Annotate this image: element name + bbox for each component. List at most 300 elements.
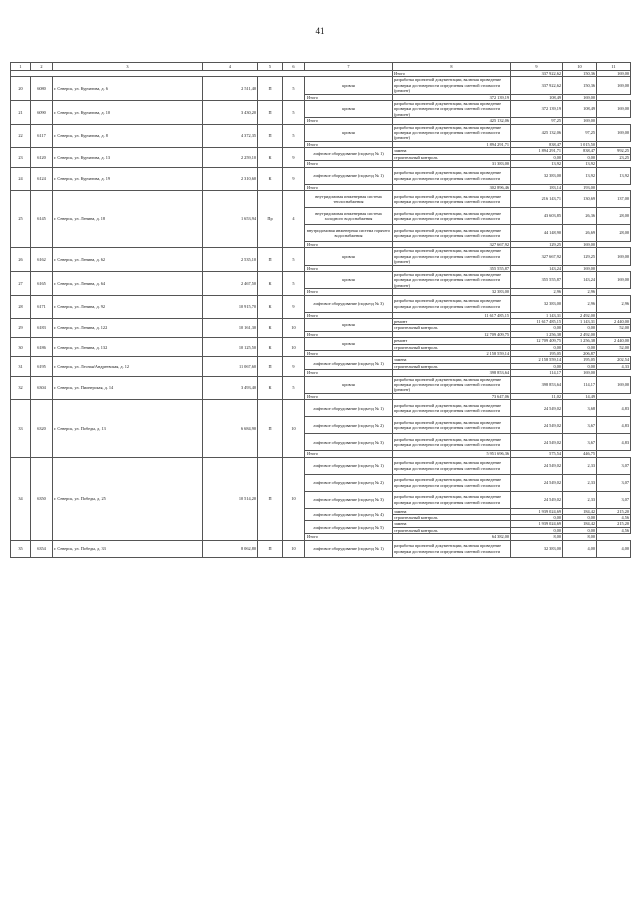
work-element: кровля bbox=[305, 124, 393, 141]
wall-material: П bbox=[258, 357, 283, 376]
table-row bbox=[11, 457, 631, 474]
limit-value: 215,20 bbox=[597, 521, 631, 527]
unit-cost-value: 108,49 bbox=[563, 101, 597, 118]
unit-cost-value: 575,54 bbox=[511, 451, 563, 457]
cost-value: 12 709 409,75 bbox=[393, 331, 511, 337]
cost-value: 44 148,90 bbox=[511, 224, 563, 241]
wall-material: П bbox=[258, 457, 283, 540]
total-label: Итого bbox=[305, 241, 393, 247]
table-body bbox=[11, 63, 631, 558]
work-type: строительный контроль bbox=[393, 154, 511, 160]
cost-value: 0,00 bbox=[511, 515, 563, 521]
total-area: 2 467,50 bbox=[203, 271, 258, 295]
limit-value: 2 440,00 bbox=[597, 318, 631, 324]
floors: 10 bbox=[283, 457, 305, 540]
limit-value: 2,96 bbox=[597, 295, 631, 312]
work-type: строительный контроль bbox=[393, 363, 511, 369]
limit-value: 169,00 bbox=[597, 71, 631, 77]
cost-value: 0,00 bbox=[511, 344, 563, 350]
column-number: 3 bbox=[53, 63, 203, 71]
unit-cost-value: 4,00 bbox=[563, 540, 597, 557]
cost-value: 11 617 485,15 bbox=[511, 318, 563, 324]
address: г. Северск, ул. Ленина, д. 18 bbox=[53, 190, 203, 247]
work-element: внутридомовая инженерная система холодного водоснабжения bbox=[305, 207, 393, 224]
unit-cost-value: 3,67 bbox=[563, 434, 597, 451]
work-type: разработка проектной документации, включая проведение проверки достоверности определения сметной стоимости bbox=[393, 434, 511, 451]
house-code: 6354 bbox=[31, 540, 53, 557]
address: г. Северск, ул. Победы, д. 13 bbox=[53, 400, 203, 457]
limit-value: 2,96 bbox=[563, 289, 597, 295]
cost-value: 11 617 485,15 bbox=[393, 312, 511, 318]
cost-value: 372 139,19 bbox=[393, 94, 511, 100]
cost-value: 32 383,00 bbox=[511, 540, 563, 557]
total-area: 3 493,40 bbox=[203, 376, 258, 400]
work-type: ремонт bbox=[393, 338, 511, 344]
cost-value: 2 158 559,14 bbox=[393, 351, 511, 357]
work-type: разработка проектной документации, включая проведение проверки достоверности определения сметной стоимости bbox=[393, 474, 511, 491]
address: г. Северск, ул. Курчатова, д. 8 bbox=[53, 124, 203, 148]
house-code: 6124 bbox=[31, 167, 53, 190]
work-element: внутридомовая инженерная система теплоснабжения bbox=[305, 190, 393, 207]
row-number: 28 bbox=[11, 295, 31, 318]
unit-cost-value: 1 256,38 bbox=[563, 338, 597, 344]
column-number: 6 bbox=[283, 63, 305, 71]
limit-value: 4,56 bbox=[597, 527, 631, 533]
work-type: строительный контроль bbox=[393, 527, 511, 533]
floors: 9 bbox=[283, 148, 305, 167]
work-type: разработка проектной документации, включая проведение проверки достоверности определения сметной стоимости (ремонт) bbox=[393, 248, 511, 265]
limit-value: 202,54 bbox=[597, 357, 631, 363]
wall-material: П bbox=[258, 248, 283, 272]
cost-value: 216 143,71 bbox=[511, 190, 563, 207]
table-row bbox=[11, 295, 631, 312]
column-number: 4 bbox=[203, 63, 258, 71]
work-element: лифтовое оборудование (подъезд № 1) bbox=[305, 540, 393, 557]
work-type: разработка проектной документации, включая проведение проверки достоверности определения сметной стоимости bbox=[393, 400, 511, 417]
unit-cost-value: 3,68 bbox=[563, 400, 597, 417]
wall-material: К bbox=[258, 167, 283, 190]
limit-value: 169,00 bbox=[563, 241, 597, 247]
table-row bbox=[11, 167, 631, 184]
cost-value: 32 383,00 bbox=[393, 289, 511, 295]
work-element: лифтовое оборудование (подъезд № 3) bbox=[305, 434, 393, 451]
floors: 5 bbox=[283, 77, 305, 101]
table-row bbox=[11, 400, 631, 417]
unit-cost-value: 184,42 bbox=[563, 521, 597, 527]
address: г. Северск, ул. Ленина, д. 122 bbox=[53, 318, 203, 337]
limit-value: 4,83 bbox=[597, 400, 631, 417]
total-label: Итого bbox=[393, 71, 511, 77]
house-code: 6165 bbox=[31, 271, 53, 295]
wall-material: П bbox=[258, 101, 283, 125]
limit-value: 206,87 bbox=[563, 351, 597, 357]
total-label: Итого bbox=[305, 393, 393, 399]
work-element: лифтовое оборудование (подъезд № 2) bbox=[305, 474, 393, 491]
total-label: Итого bbox=[305, 94, 393, 100]
limit-value: 169,00 bbox=[563, 265, 597, 271]
limit-value: 169,00 bbox=[597, 101, 631, 118]
cost-value: 0,00 bbox=[511, 325, 563, 331]
floors: 10 bbox=[283, 318, 305, 337]
cost-value: 73 647,06 bbox=[393, 393, 511, 399]
work-type: разработка проектной документации, включая проведение проверки достоверности определения сметной стоимости (ремонт) bbox=[393, 271, 511, 288]
unit-cost-value: 129,25 bbox=[511, 241, 563, 247]
unit-cost-value: 184,42 bbox=[563, 508, 597, 514]
limit-value: 169,00 bbox=[597, 271, 631, 288]
total-area: 6 684,90 bbox=[203, 400, 258, 457]
wall-material: П bbox=[258, 77, 283, 101]
address: г. Северск, ул. Пионерская, д. 14 bbox=[53, 376, 203, 400]
wall-material: К bbox=[258, 318, 283, 337]
column-number: 8 bbox=[393, 63, 511, 71]
cost-value: 24 549,02 bbox=[511, 474, 563, 491]
house-code: 6117 bbox=[31, 124, 53, 148]
limit-value: 13,92 bbox=[563, 161, 597, 167]
limit-value: 169,00 bbox=[563, 118, 597, 124]
unit-cost-value: 838,47 bbox=[511, 141, 563, 147]
total-area: 2 511,40 bbox=[203, 77, 258, 101]
work-type: разработка проектной документации, включая проведение проверки достоверности определения сметной стоимости bbox=[393, 167, 511, 184]
total-area: 3 430,20 bbox=[203, 101, 258, 125]
unit-cost-value: 838,47 bbox=[563, 148, 597, 154]
row-number: 23 bbox=[11, 148, 31, 167]
work-element: внутридомовая инженерная система горячего водоснабжения bbox=[305, 224, 393, 241]
total-label: Итого bbox=[305, 331, 393, 337]
unit-cost-value: 143,24 bbox=[563, 271, 597, 288]
limit-value: 3,07 bbox=[597, 457, 631, 474]
floors: 5 bbox=[283, 124, 305, 148]
work-type: разработка проектной документации, включая проведение проверки достоверности определения сметной стоимости bbox=[393, 295, 511, 312]
column-number: 11 bbox=[597, 63, 631, 71]
limit-value: 23,25 bbox=[597, 154, 631, 160]
unit-cost-value: 1 256,38 bbox=[511, 331, 563, 337]
unit-cost-value: 13,92 bbox=[511, 161, 563, 167]
unit-cost-value: 0,00 bbox=[563, 363, 597, 369]
wall-material: Пр bbox=[258, 190, 283, 247]
unit-cost-value: 195,05 bbox=[563, 357, 597, 363]
limit-value: 4,83 bbox=[597, 434, 631, 451]
column-number: 2 bbox=[31, 63, 53, 71]
work-element: лифтовое оборудование (подъезд № 5) bbox=[305, 521, 393, 534]
cost-value: 1 939 024,69 bbox=[511, 521, 563, 527]
total-label: Итого bbox=[305, 351, 393, 357]
limit-value: 1 015,50 bbox=[563, 141, 597, 147]
table-row bbox=[11, 190, 631, 207]
limit-value: 28,00 bbox=[597, 224, 631, 241]
house-code: 6304 bbox=[31, 376, 53, 400]
work-type: разработка проектной документации, включая проведение проверки достоверности определения сметной стоимости bbox=[393, 540, 511, 557]
total-label: Итого bbox=[305, 161, 393, 167]
work-type: строительный контроль bbox=[393, 515, 511, 521]
limit-value: 13,92 bbox=[597, 167, 631, 184]
limit-value: 2 492,00 bbox=[563, 312, 597, 318]
floors: 9 bbox=[283, 167, 305, 190]
work-element: лифтовое оборудование (подъезд № 2) bbox=[305, 417, 393, 434]
cost-value: 43 603,85 bbox=[511, 207, 563, 224]
unit-cost-value: 114,17 bbox=[563, 376, 597, 393]
table-row bbox=[11, 271, 631, 288]
table-row bbox=[11, 318, 631, 324]
unit-cost-value: 2,96 bbox=[563, 295, 597, 312]
work-type: разработка проектной документации, включая проведение проверки достоверности определения сметной стоимости (ремонт) bbox=[393, 77, 511, 94]
address: г. Северск, ул. Ленина, д. 92 bbox=[53, 295, 203, 318]
unit-cost-value: 1 143,31 bbox=[563, 318, 597, 324]
unit-cost-value: 108,49 bbox=[511, 94, 563, 100]
work-element: кровля bbox=[305, 318, 393, 331]
unit-cost-value: 0,00 bbox=[563, 527, 597, 533]
cost-value: 24 549,02 bbox=[511, 434, 563, 451]
cost-value: 327 667,92 bbox=[511, 248, 563, 265]
work-type: разработка проектной документации, включая проведение проверки достоверности определения сметной стоимости (ремонт) bbox=[393, 101, 511, 118]
limit-value: 14,49 bbox=[563, 393, 597, 399]
limit-value: 169,00 bbox=[597, 77, 631, 94]
column-number: 7 bbox=[305, 63, 393, 71]
limit-value: 169,00 bbox=[563, 370, 597, 376]
unit-cost-value: 0,00 bbox=[563, 154, 597, 160]
table-row bbox=[11, 376, 631, 393]
house-code: 6090 bbox=[31, 101, 53, 125]
table-row bbox=[11, 77, 631, 94]
work-type: строительный контроль bbox=[393, 344, 511, 350]
row-number: 24 bbox=[11, 167, 31, 190]
work-type: разработка проектной документации, включая проведение проверки достоверности определения сметной стоимости bbox=[393, 207, 511, 224]
house-code: 6171 bbox=[31, 295, 53, 318]
unit-cost-value: 195,05 bbox=[511, 351, 563, 357]
cost-value: 0,00 bbox=[511, 363, 563, 369]
cost-value: 0,00 bbox=[511, 154, 563, 160]
unit-cost-value: 11,02 bbox=[511, 393, 563, 399]
work-element: лифтовое оборудование (подъезд № 3) bbox=[305, 295, 393, 312]
work-type: разработка проектной документации, включая проведение проверки достоверности определения сметной стоимости (ремонт) bbox=[393, 124, 511, 141]
wall-material: П bbox=[258, 540, 283, 557]
unit-cost-value: 97,25 bbox=[511, 118, 563, 124]
work-type: разработка проектной документации, включая проведение проверки достоверности определения сметной стоимости bbox=[393, 491, 511, 508]
floors: 10 bbox=[283, 338, 305, 357]
row-number: 22 bbox=[11, 124, 31, 148]
cost-value: 5 951 696,36 bbox=[393, 451, 511, 457]
limit-value: 169,00 bbox=[597, 124, 631, 141]
limit-value: 2 492,00 bbox=[563, 331, 597, 337]
work-type: замена bbox=[393, 521, 511, 527]
limit-value: 169,00 bbox=[597, 376, 631, 393]
work-element: лифтовое оборудование (подъезд № 1) bbox=[305, 457, 393, 474]
work-element: лифтовое оборудование (подъезд № 1) bbox=[305, 167, 393, 184]
total-label: Итого bbox=[305, 312, 393, 318]
limit-value: 215,20 bbox=[597, 508, 631, 514]
unit-cost-value: 183,14 bbox=[511, 184, 563, 190]
cost-value: 64 382,00 bbox=[393, 534, 511, 540]
floors: 9 bbox=[283, 357, 305, 376]
work-element: лифтовое оборудование (подъезд № 1) bbox=[305, 357, 393, 370]
limit-value: 193,00 bbox=[563, 184, 597, 190]
house-code: 6195 bbox=[31, 357, 53, 376]
limit-value: 169,00 bbox=[563, 94, 597, 100]
limit-value: 52,00 bbox=[597, 325, 631, 331]
cost-value: 24 549,02 bbox=[511, 491, 563, 508]
total-area: 4 372,35 bbox=[203, 124, 258, 148]
cost-value: 337 922,62 bbox=[511, 71, 563, 77]
house-code: 6186 bbox=[31, 338, 53, 357]
cost-value: 24 549,02 bbox=[511, 400, 563, 417]
work-element: лифтовое оборудование (подъезд № 4) bbox=[305, 508, 393, 521]
floors: 10 bbox=[283, 540, 305, 557]
wall-material: К bbox=[258, 295, 283, 318]
cost-value: 337 922,62 bbox=[511, 77, 563, 94]
total-label: Итого bbox=[305, 141, 393, 147]
work-type: замена bbox=[393, 357, 511, 363]
unit-cost-value: 26,69 bbox=[563, 224, 597, 241]
cost-value: 425 132,06 bbox=[393, 118, 511, 124]
floors: 5 bbox=[283, 101, 305, 125]
total-label: Итого bbox=[305, 265, 393, 271]
column-number: 9 bbox=[511, 63, 563, 71]
unit-cost-value: 8,00 bbox=[511, 534, 563, 540]
cost-value: 24 549,02 bbox=[511, 457, 563, 474]
wall-material: К bbox=[258, 271, 283, 295]
address: г. Северск, ул. Победы, д. 25 bbox=[53, 457, 203, 540]
row-number: 32 bbox=[11, 376, 31, 400]
limit-value: 169,00 bbox=[597, 248, 631, 265]
table-row bbox=[11, 248, 631, 265]
unit-cost-value: 150,36 bbox=[563, 77, 597, 94]
work-type: ремонт bbox=[393, 318, 511, 324]
unit-cost-value: 2,33 bbox=[563, 474, 597, 491]
address: г. Северск, ул. Победы, д. 33 bbox=[53, 540, 203, 557]
address: г. Северск, ул. Курчатова, д. 13 bbox=[53, 148, 203, 167]
wall-material: П bbox=[258, 124, 283, 148]
work-element: кровля bbox=[305, 338, 393, 351]
unit-cost-value: 26,36 bbox=[563, 207, 597, 224]
house-code: 6120 bbox=[31, 148, 53, 167]
row-number: 31 bbox=[11, 357, 31, 376]
address: г. Северск, ул. Курчатова, д. 10 bbox=[53, 101, 203, 125]
unit-cost-value: 2,33 bbox=[563, 491, 597, 508]
work-element: кровля bbox=[305, 271, 393, 288]
cost-value: 302 896,46 bbox=[393, 184, 511, 190]
table-row bbox=[11, 148, 631, 154]
unit-cost-value: 150,36 bbox=[563, 71, 597, 77]
unit-cost-value: 1 143,31 bbox=[511, 312, 563, 318]
floors: 5 bbox=[283, 376, 305, 400]
cost-value: 425 132,06 bbox=[511, 124, 563, 141]
row-number: 30 bbox=[11, 338, 31, 357]
limit-value: 3,07 bbox=[597, 491, 631, 508]
limit-value: 4,56 bbox=[597, 515, 631, 521]
total-area: 10 915,70 bbox=[203, 295, 258, 318]
limit-value: 137,00 bbox=[597, 190, 631, 207]
work-type: разработка проектной документации, включая проведение проверки достоверности определения сметной стоимости bbox=[393, 190, 511, 207]
work-type: разработка проектной документации, включая проведение проверки достоверности определения сметной стоимости (ремонт) bbox=[393, 376, 511, 393]
row-number: 20 bbox=[11, 77, 31, 101]
cost-value: 32 383,00 bbox=[511, 295, 563, 312]
row-number: 26 bbox=[11, 248, 31, 272]
work-element: лифтовое оборудование (подъезд № 1) bbox=[305, 148, 393, 161]
cost-value: 2 158 559,14 bbox=[511, 357, 563, 363]
page-number: 41 bbox=[315, 26, 325, 36]
column-number: 5 bbox=[258, 63, 283, 71]
table-row bbox=[11, 357, 631, 363]
floors: 9 bbox=[283, 295, 305, 318]
work-element: лифтовое оборудование (подъезд № 1) bbox=[305, 400, 393, 417]
total-label: Итого bbox=[305, 184, 393, 190]
house-code: 6183 bbox=[31, 318, 53, 337]
house-code: 6080 bbox=[31, 77, 53, 101]
row-number: 34 bbox=[11, 457, 31, 540]
cost-value: 398 853,64 bbox=[511, 376, 563, 393]
total-area: 8 062,80 bbox=[203, 540, 258, 557]
limit-value: 8,00 bbox=[563, 534, 597, 540]
cost-value: 372 139,19 bbox=[511, 101, 563, 118]
address: г. Северск, ул. Ленина, д. 64 bbox=[53, 271, 203, 295]
total-label: Итого bbox=[305, 534, 393, 540]
cost-value: 24 549,02 bbox=[511, 417, 563, 434]
limit-value: 4,33 bbox=[597, 363, 631, 369]
unit-cost-value: 0,00 bbox=[563, 344, 597, 350]
unit-cost-value: 0,00 bbox=[563, 325, 597, 331]
total-area: 11 067,60 bbox=[203, 357, 258, 376]
floors: 4 bbox=[283, 190, 305, 247]
column-number: 10 bbox=[563, 63, 597, 71]
work-element: лифтовое оборудование (подъезд № 3) bbox=[305, 491, 393, 508]
floors: 5 bbox=[283, 248, 305, 272]
work-type: строительный контроль bbox=[393, 325, 511, 331]
unit-cost-value: 114,17 bbox=[511, 370, 563, 376]
cost-value: 12 709 409,75 bbox=[511, 338, 563, 344]
row-number: 29 bbox=[11, 318, 31, 337]
limit-value: 4,83 bbox=[597, 417, 631, 434]
cost-value: 398 853,64 bbox=[393, 370, 511, 376]
total-area: 10 161,30 bbox=[203, 318, 258, 337]
cost-value: 32 383,00 bbox=[511, 167, 563, 184]
table-row bbox=[11, 540, 631, 557]
cost-value: 355 555,87 bbox=[511, 271, 563, 288]
unit-cost-value: 2,96 bbox=[511, 289, 563, 295]
cost-value: 0,00 bbox=[511, 527, 563, 533]
total-area: 10 514,20 bbox=[203, 457, 258, 540]
work-element: кровля bbox=[305, 376, 393, 393]
row-number: 21 bbox=[11, 101, 31, 125]
limit-value: 2 440,00 bbox=[597, 338, 631, 344]
house-code: 6320 bbox=[31, 400, 53, 457]
total-label: Итого bbox=[305, 289, 393, 295]
house-code: 6350 bbox=[31, 457, 53, 540]
table-row bbox=[11, 124, 631, 141]
work-type: замена bbox=[393, 148, 511, 154]
total-area: 2 259,10 bbox=[203, 148, 258, 167]
limit-value: 992,25 bbox=[597, 148, 631, 154]
wall-material: П bbox=[258, 400, 283, 457]
row-number: 27 bbox=[11, 271, 31, 295]
total-area: 2 535,10 bbox=[203, 248, 258, 272]
unit-cost-value: 2,33 bbox=[563, 457, 597, 474]
address: г. Северск, ул. Ленина, д. 132 bbox=[53, 338, 203, 357]
total-label: Итого bbox=[305, 118, 393, 124]
address: г. Северск, ул. Курчатова, д. 6 bbox=[53, 77, 203, 101]
work-element: кровля bbox=[305, 101, 393, 118]
wall-material: К bbox=[258, 376, 283, 400]
unit-cost-value: 3,67 bbox=[563, 417, 597, 434]
cost-value: 1 894 291,71 bbox=[511, 148, 563, 154]
total-area: 1 653,94 bbox=[203, 190, 258, 247]
work-element: кровля bbox=[305, 248, 393, 265]
unit-cost-value: 143,24 bbox=[511, 265, 563, 271]
row-number: 25 bbox=[11, 190, 31, 247]
address: г. Северск, ул. Лесная/Андреевская, д. 12 bbox=[53, 357, 203, 376]
table-row bbox=[11, 101, 631, 118]
work-type: разработка проектной документации, включая проведение проверки достоверности определения сметной стоимости bbox=[393, 224, 511, 241]
total-label: Итого bbox=[305, 370, 393, 376]
address: г. Северск, ул. Ленина, д. 62 bbox=[53, 248, 203, 272]
